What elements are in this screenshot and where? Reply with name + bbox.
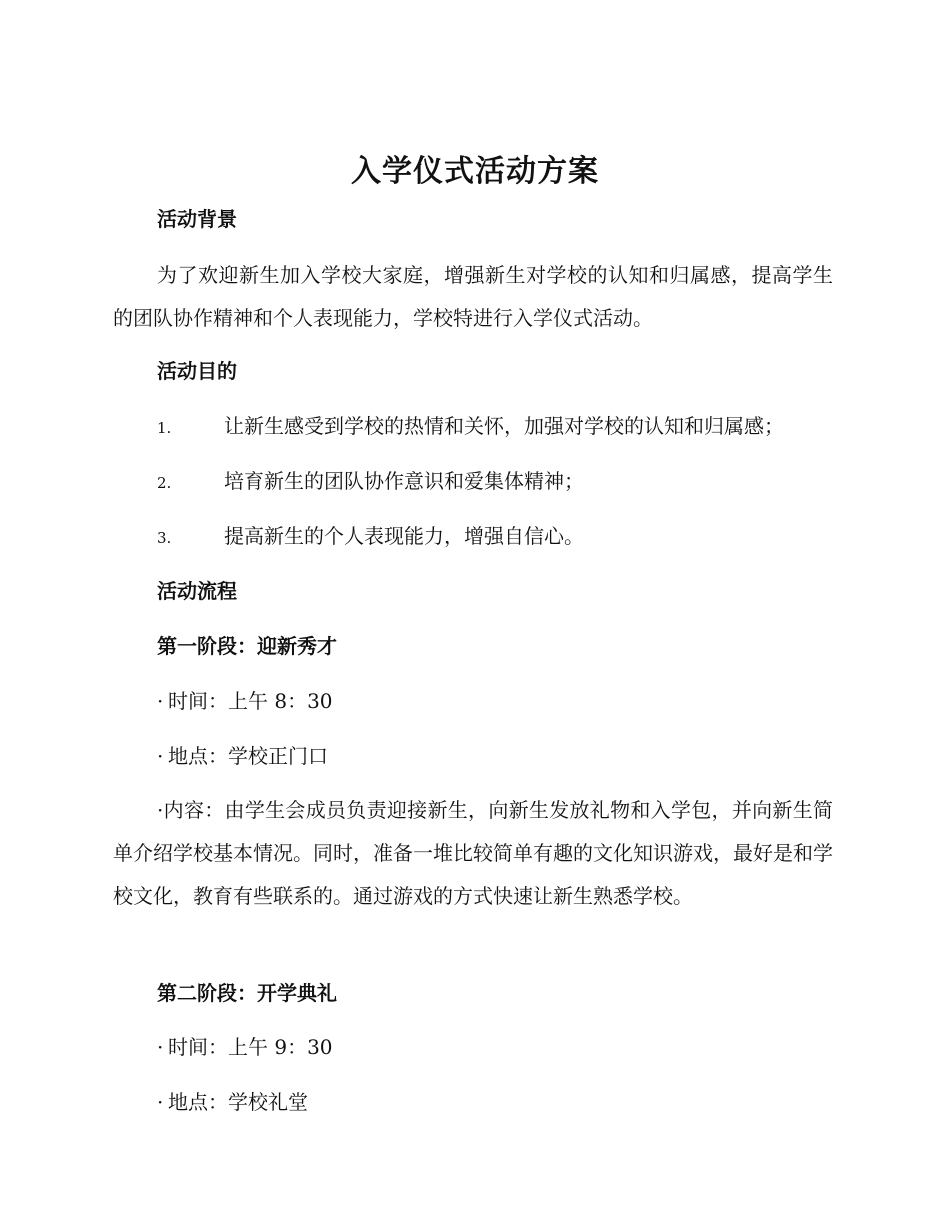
list-text: 提高新生的个人表现能力，增强自信心。: [224, 524, 584, 548]
bullet-icon: ·: [157, 744, 164, 768]
stage1-time-text: 时间：上午 8：30: [168, 689, 333, 713]
list-number: 3.: [157, 529, 172, 547]
paragraph-stage1-content: [113, 789, 833, 918]
bullet-icon: ·: [157, 1035, 164, 1059]
heading-process: 活动流程: [157, 579, 237, 603]
paragraph-background: 为了欢迎新生加入学校大家庭，增强新生对学校的认知和归属感，提高学生的团队协作精神和个人表现能力，学校特进行入学仪式活动。: [113, 263, 833, 330]
heading-background: 活动背景: [157, 207, 237, 231]
list-number: 1.: [157, 419, 172, 437]
stage2-time-text: 时间：上午 9：30: [168, 1035, 333, 1059]
bullet-icon: ·: [157, 689, 164, 713]
stage1-content-text: 内容：由学生会成员负责迎接新生，向新生发放礼物和入学包，并向新生简单介绍学校基本情况。同时，准备一堆比较简单有趣的文化知识游戏，最好是和学校文化，教育有些联系的。通过游戏的方式快速让新生熟悉学校。: [113, 798, 833, 908]
bullet-icon: ·: [157, 1090, 164, 1114]
bullet-icon: ·: [157, 798, 164, 822]
heading-purpose: 活动目的: [157, 359, 237, 383]
document-title: 入学仪式活动方案: [351, 154, 599, 189]
stage2-place-text: 地点：学校礼堂: [168, 1090, 308, 1114]
list-text: 培育新生的团队协作意识和爱集体精神；: [224, 469, 584, 493]
stage2-place: [157, 1087, 308, 1117]
stage2-time: [157, 1032, 333, 1062]
list-number: 2.: [157, 474, 172, 492]
heading-stage-1: 第一阶段：迎新秀才: [157, 634, 337, 658]
stage1-time: [157, 686, 333, 716]
list-text: 让新生感受到学校的热情和关怀，加强对学校的认知和归属感；: [224, 414, 784, 438]
stage1-place-text: 地点：学校正门口: [168, 744, 328, 768]
stage1-place: [157, 741, 328, 771]
list-item: [157, 521, 837, 553]
heading-stage-2: 第二阶段：开学典礼: [157, 981, 337, 1005]
list-item: [157, 411, 837, 443]
list-item: [157, 466, 837, 498]
